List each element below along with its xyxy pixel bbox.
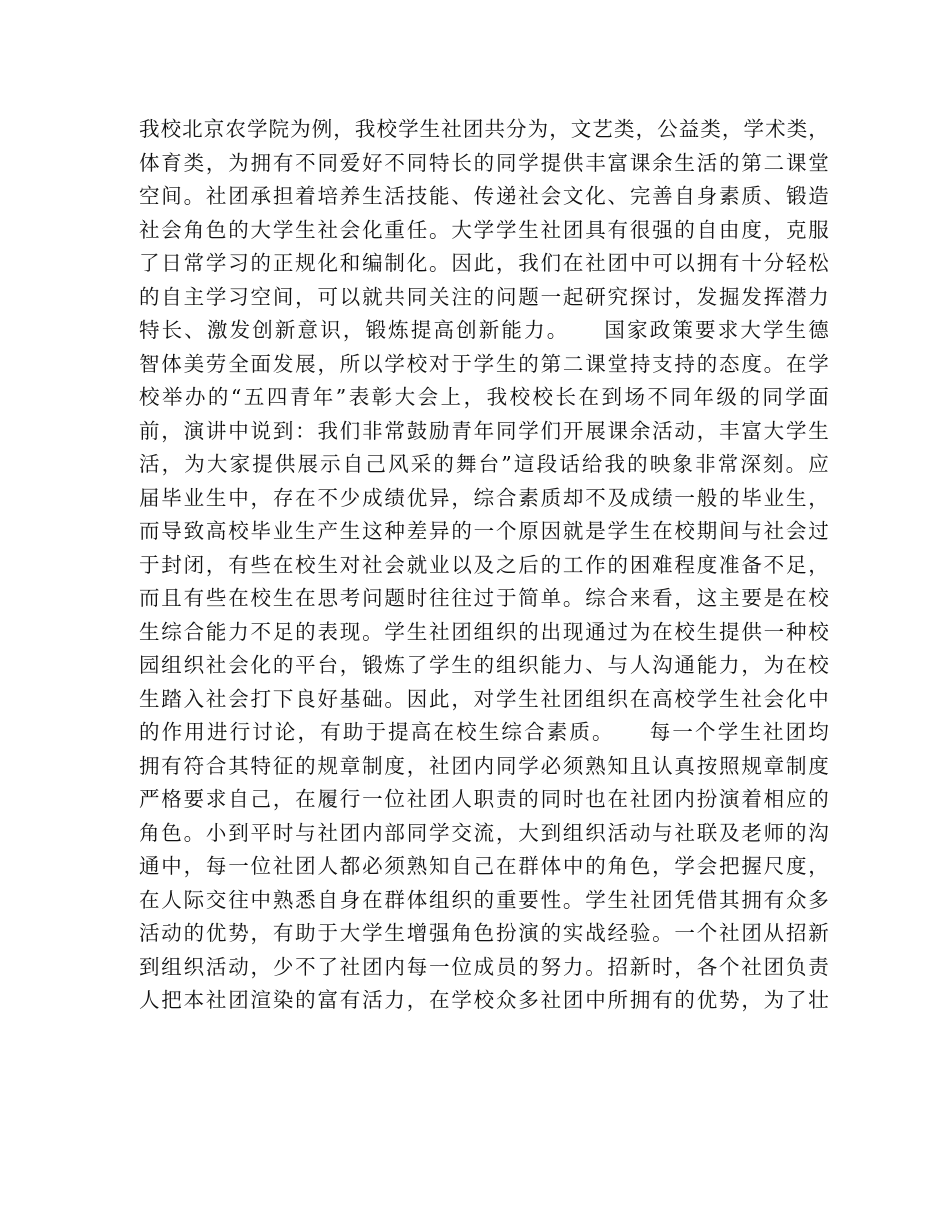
text-line: 通中，每一位社团人都必须熟知自己在群体中的角色，学会把握尺度， (139, 854, 829, 878)
text-line: 角色。小到平时与社团内部同学交流，大到组织活动与社联及老师的沟 (139, 820, 829, 845)
text-line: 特长、激发创新意识，锻炼提高创新能力。 国家政策要求大学生德 (139, 318, 829, 342)
text-line: 前，演讲中说到：我们非常鼓励青年同学们开展课余活动，丰富大学生 (139, 418, 829, 443)
text-line: 生综合能力不足的表现。学生社团组织的出现通过为在校生提供一种校 (139, 619, 829, 644)
text-line: 空间。社团承担着培养生活技能、传递社会文化、完善自身素质、锻造 (139, 184, 829, 208)
text-line: 智体美劳全面发展，所以学校对于学生的第二课堂持支持的态度。在学 (139, 351, 829, 376)
text-line: 社会角色的大学生社会化重任。大学学生社团具有很强的自由度，克服 (139, 217, 829, 242)
text-line: 于封闭，有些在校生对社会就业以及之后的工作的困难程度准备不足， (139, 552, 829, 577)
text-line: 体育类，为拥有不同爱好不同特长的同学提供丰富课余生活的第二课堂 (139, 150, 829, 175)
text-line: 严格要求自己，在履行一位社团人职责的同时也在社团内扮演着相应的 (139, 787, 829, 811)
text-line: 的自主学习空间，可以就共同关注的问题一起研究探讨，发掘发挥潜力 (139, 284, 829, 309)
text-line: 生踏入社会打下良好基础。因此，对学生社团组织在高校学生社会化中 (139, 686, 829, 711)
text-line: 人把本社团渲染的富有活力，在学校众多社团中所拥有的优势，为了壮 (139, 988, 829, 1012)
text-line: 我校北京农学院为例，我校学生社团共分为，文艺类，公益类，学术类， (139, 117, 829, 141)
text-line: 的作用进行讨论，有助于提高在校生综合素质。 每一个学生社团均 (139, 720, 829, 744)
text-line: 到组织活动，少不了社团内每一位成员的努力。招新时，各个社团负责 (139, 954, 829, 979)
text-line: 届毕业生中，存在不少成绩优异，综合素质却不及成绩一般的毕业生， (139, 485, 829, 510)
text-line: 活动的优势，有助于大学生增强角色扮演的实战经验。一个社团从招新 (139, 921, 829, 945)
text-line: 在人际交往中熟悉自身在群体组织的重要性。学生社团凭借其拥有众多 (139, 887, 829, 912)
text-line: 拥有符合其特征的规章制度，社团内同学必须熟知且认真按照规章制度 (139, 753, 829, 778)
text-line: 校举办的“五四青年”表彰大会上，我校校长在到场不同年级的同学面 (139, 385, 829, 409)
text-line: 而导致高校毕业生产生这种差异的一个原因就是学生在校期间与社会过 (139, 519, 829, 543)
text-line: 了日常学习的正规化和编制化。因此，我们在社团中可以拥有十分轻松 (139, 251, 829, 275)
text-line: 而且有些在校生在思考问题时往往过于简单。综合来看，这主要是在校 (139, 586, 829, 610)
body-text (139, 113, 829, 1018)
text-line: 园组织社会化的平台，锻炼了学生的组织能力、与人沟通能力，为在校 (139, 653, 829, 677)
text-line: 活，为大家提供展示自己风采的舞台”這段话给我的映象非常深刻。应 (139, 452, 829, 476)
